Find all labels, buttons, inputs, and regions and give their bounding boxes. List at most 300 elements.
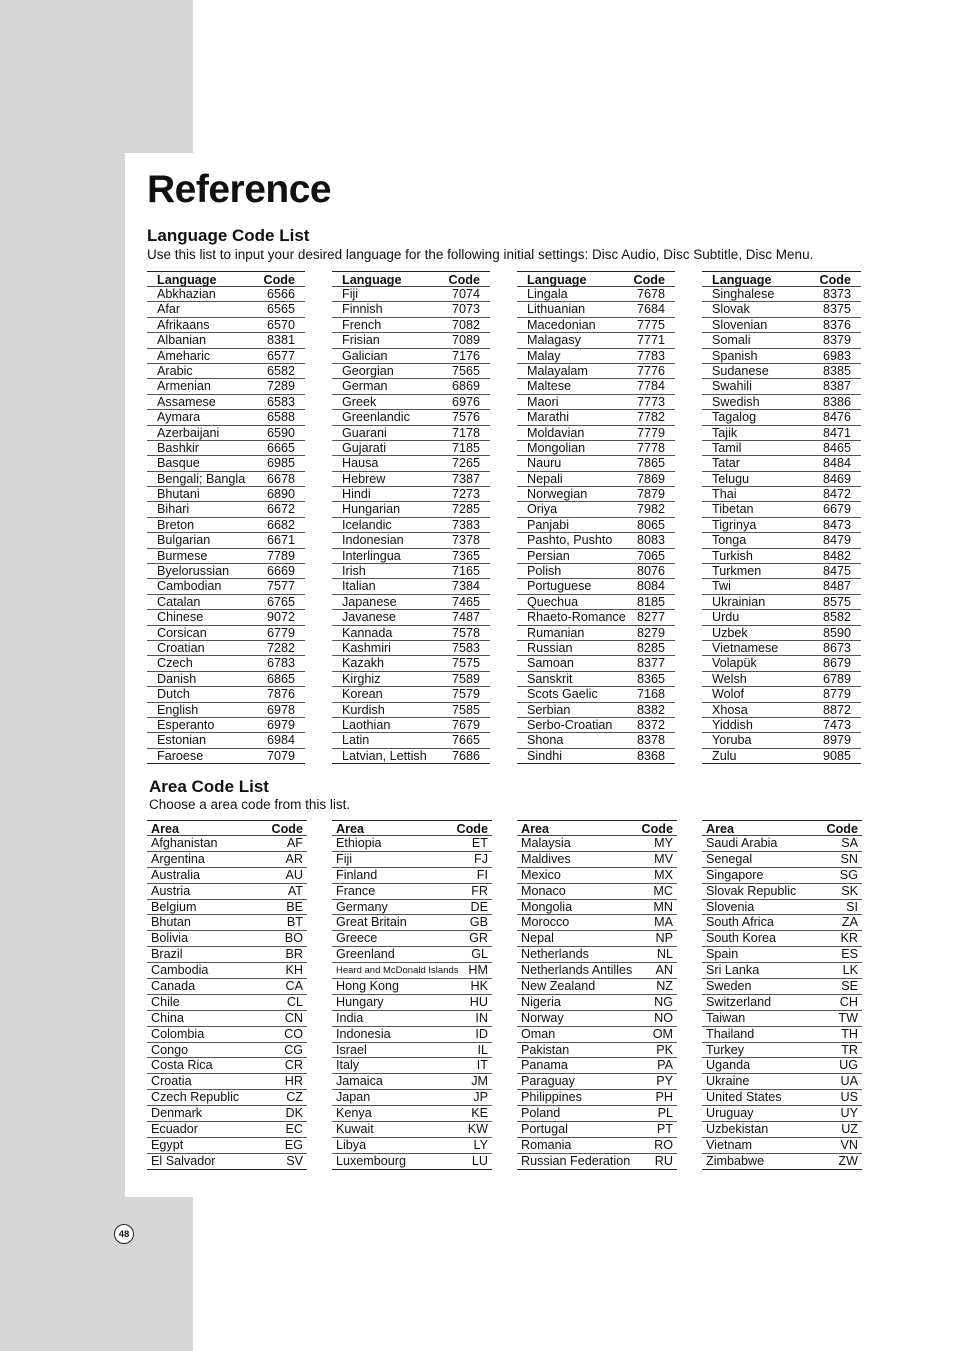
table-row [702, 287, 861, 302]
row-name: Catalan [157, 594, 201, 609]
row-name: Spain [706, 947, 739, 962]
row-code: 6779 [266, 625, 295, 640]
row-code: MX [654, 867, 673, 882]
row-code: 8376 [822, 317, 851, 332]
table-row [517, 564, 675, 579]
row-name: Senegal [706, 851, 753, 866]
row-code: 6582 [266, 363, 295, 378]
row-code: UZ [841, 1122, 858, 1137]
header-area: Area [706, 822, 735, 835]
row-name: Costa Rica [151, 1058, 213, 1073]
row-name: Kirghiz [342, 671, 381, 686]
row-code: 8575 [822, 594, 851, 609]
row-name: Paraguay [521, 1074, 575, 1089]
row-name: Tatar [712, 456, 740, 471]
row-code: HR [284, 1074, 303, 1089]
row-code: 6671 [266, 533, 295, 548]
page-margin-left [0, 0, 125, 1351]
table-row [517, 979, 677, 995]
row-code: 8476 [822, 410, 851, 425]
row-name: Hong Kong [336, 979, 400, 994]
row-code: 7473 [822, 717, 851, 732]
row-code: PT [656, 1122, 673, 1137]
language-code-heading: Language Code List [147, 226, 310, 245]
row-code: PL [657, 1106, 673, 1121]
row-name: Assamese [157, 394, 216, 409]
row-name: Tagalog [712, 410, 757, 425]
row-code: 8285 [636, 640, 665, 655]
header-code: Code [448, 273, 480, 287]
row-name: Danish [157, 671, 197, 686]
header-code: Code [826, 822, 858, 836]
table-row [332, 931, 492, 947]
row-name: Panjabi [527, 517, 570, 532]
table-row [147, 979, 307, 995]
row-code: JP [473, 1090, 488, 1105]
table-row [147, 595, 305, 610]
row-name: Ukrainian [712, 594, 766, 609]
row-code: GB [469, 915, 488, 930]
row-code: 7776 [636, 363, 665, 378]
row-code: 7982 [636, 502, 665, 517]
row-name: Indonesia [336, 1026, 391, 1041]
row-code: 8379 [822, 333, 851, 348]
table-row [517, 836, 677, 852]
table-row [147, 733, 305, 748]
row-code: NZ [656, 979, 673, 994]
table-row [702, 1074, 862, 1090]
table-row [517, 518, 675, 533]
row-name: South Africa [706, 915, 774, 930]
row-code: UG [839, 1058, 858, 1073]
table-row [517, 703, 675, 718]
row-name: Thai [712, 487, 737, 502]
row-name: Shona [527, 733, 564, 748]
row-code: 7778 [636, 440, 665, 455]
table-header [147, 271, 305, 287]
table-row [332, 487, 490, 502]
table-row [517, 533, 675, 548]
table-row [332, 502, 490, 517]
row-code: MY [654, 836, 673, 850]
table-row [517, 487, 675, 502]
row-code: 8185 [636, 594, 665, 609]
table-row [147, 610, 305, 625]
row-code: MC [653, 883, 673, 898]
row-code: 8673 [822, 640, 851, 655]
row-name: Uruguay [706, 1106, 754, 1121]
table-row [147, 687, 305, 702]
table-row [147, 718, 305, 733]
table-row [517, 626, 675, 641]
row-code: 8487 [822, 579, 851, 594]
row-name: Frisian [342, 333, 380, 348]
row-code: 7585 [451, 702, 480, 717]
row-name: Afrikaans [157, 317, 210, 332]
row-name: Spanish [712, 348, 758, 363]
table-header [332, 271, 490, 287]
row-name: Kashmiri [342, 640, 391, 655]
row-name: Vietnamese [712, 640, 779, 655]
row-code: 6590 [266, 425, 295, 440]
row-name: Russian [527, 640, 573, 655]
row-name: Slovak Republic [706, 883, 797, 898]
row-code: 6682 [266, 517, 295, 532]
table-row [517, 995, 677, 1011]
table-row [147, 472, 305, 487]
row-code: SE [841, 979, 858, 994]
table-row [332, 963, 492, 979]
row-code: IN [475, 1010, 488, 1025]
row-name: Malaysia [521, 836, 571, 850]
row-code: 8469 [822, 471, 851, 486]
table-row [517, 915, 677, 931]
table-row [147, 287, 305, 302]
row-name: Latvian, Lettish [342, 748, 427, 763]
row-code: AN [655, 963, 673, 978]
row-name: Slovenia [706, 899, 755, 914]
row-name: Fiji [336, 851, 353, 866]
row-code: CA [285, 979, 303, 994]
table-row [147, 302, 305, 317]
row-code: AT [287, 883, 303, 898]
table-row [517, 884, 677, 900]
row-name: Lingala [527, 287, 568, 301]
row-name: New Zealand [521, 979, 596, 994]
table-header [517, 820, 677, 836]
row-name: Kannada [342, 625, 393, 640]
row-code: 7565 [451, 363, 480, 378]
row-name: Corsican [157, 625, 207, 640]
table-row [147, 487, 305, 502]
table-row [517, 318, 675, 333]
row-code: 7065 [636, 548, 665, 563]
row-name: South Korea [706, 931, 777, 946]
table-row [702, 703, 861, 718]
table-row [702, 1011, 862, 1027]
table-row [702, 1138, 862, 1154]
row-name: Romania [521, 1137, 572, 1152]
table-row [702, 1154, 862, 1170]
row-name: Luxembourg [336, 1153, 407, 1168]
row-code: 7773 [636, 394, 665, 409]
row-name: Turkmen [712, 564, 762, 579]
row-name: Finland [336, 867, 378, 882]
row-code: VN [840, 1137, 858, 1152]
table-row [517, 1154, 677, 1170]
row-code: CN [284, 1010, 303, 1025]
table-row [702, 733, 861, 748]
table-row [702, 900, 862, 916]
row-name: Turkish [712, 548, 753, 563]
row-name: Italy [336, 1058, 360, 1073]
table-row [702, 979, 862, 995]
language-table-3 [517, 271, 675, 764]
table-row [517, 1090, 677, 1106]
table-row [702, 1058, 862, 1074]
table-row [517, 1011, 677, 1027]
row-code: NL [656, 947, 673, 962]
row-name: Portugal [521, 1122, 568, 1137]
row-code: 6583 [266, 394, 295, 409]
table-row [332, 426, 490, 441]
row-code: US [840, 1090, 858, 1105]
row-code: 8979 [822, 733, 851, 748]
row-name: Norway [521, 1010, 564, 1025]
row-name: Yoruba [712, 733, 752, 748]
table-row [332, 672, 490, 687]
table-row [517, 472, 675, 487]
table-row [702, 302, 861, 317]
table-row [332, 656, 490, 671]
header-language: Language [342, 273, 402, 286]
row-code: KH [285, 963, 303, 978]
row-name: Chinese [157, 610, 204, 625]
area-table-3 [517, 820, 677, 1170]
row-name: Hungarian [342, 502, 401, 517]
row-code: MA [654, 915, 673, 930]
row-name: United States [706, 1090, 782, 1105]
row-code: 8279 [636, 625, 665, 640]
table-row [332, 995, 492, 1011]
table-row [147, 749, 305, 764]
table-row [147, 626, 305, 641]
row-code: 6570 [266, 317, 295, 332]
row-name: Croatian [157, 640, 205, 655]
table-row [147, 1154, 307, 1170]
row-name: Czech Republic [151, 1090, 240, 1105]
table-header [147, 820, 307, 836]
table-row [147, 868, 307, 884]
row-code: KR [840, 931, 858, 946]
row-name: Pashto, Pushto [527, 533, 613, 548]
table-row [702, 1027, 862, 1043]
row-name: Slovenian [712, 317, 768, 332]
table-row [147, 426, 305, 441]
table-row [332, 884, 492, 900]
row-name: Belgium [151, 899, 197, 914]
row-name: Persian [527, 548, 570, 563]
header-area: Area [151, 822, 180, 835]
row-code: RU [654, 1153, 673, 1168]
row-name: Macedonian [527, 317, 596, 332]
row-code: 8381 [266, 333, 295, 348]
row-name: Georgian [342, 363, 394, 378]
table-row [702, 349, 861, 364]
row-code: HK [470, 979, 488, 994]
row-name: Great Britain [336, 915, 407, 930]
table-row [702, 1043, 862, 1059]
table-row [517, 868, 677, 884]
row-name: Azerbaijani [157, 425, 220, 440]
row-name: Libya [336, 1137, 367, 1152]
row-name: Mongolia [521, 899, 573, 914]
table-row [702, 472, 861, 487]
row-name: Javanese [342, 610, 396, 625]
row-code: DE [470, 899, 488, 914]
row-code: PH [655, 1090, 673, 1105]
row-code: 8679 [822, 656, 851, 671]
row-name: Irish [342, 564, 366, 579]
row-code: FR [471, 883, 488, 898]
page-number: 48 [114, 1224, 134, 1244]
row-name: Heard and McDonald Islands [336, 965, 459, 977]
row-name: Basque [157, 456, 200, 471]
row-name: Israel [336, 1042, 367, 1057]
row-name: Sweden [706, 979, 752, 994]
table-row [147, 1090, 307, 1106]
row-code: 7678 [636, 287, 665, 301]
row-name: Ecuador [151, 1122, 198, 1137]
row-code: 6765 [266, 594, 295, 609]
table-row [147, 915, 307, 931]
table-row [702, 626, 861, 641]
table-row [332, 333, 490, 348]
table-row [147, 333, 305, 348]
row-name: Mexico [521, 867, 561, 882]
table-row [702, 487, 861, 502]
table-row [702, 318, 861, 333]
row-name: India [336, 1010, 364, 1025]
row-name: Poland [521, 1106, 561, 1121]
row-code: KW [467, 1122, 488, 1137]
row-code: 6789 [822, 671, 851, 686]
table-row [147, 349, 305, 364]
row-code: 7684 [636, 302, 665, 317]
row-code: 8872 [822, 702, 851, 717]
row-code: 6985 [266, 456, 295, 471]
row-name: Germany [336, 899, 388, 914]
row-code: 8377 [636, 656, 665, 671]
table-row [517, 900, 677, 916]
table-row [702, 931, 862, 947]
row-name: Tonga [712, 533, 747, 548]
table-row [332, 441, 490, 456]
table-row [332, 852, 492, 868]
row-code: MV [654, 851, 673, 866]
row-code: 9085 [822, 748, 851, 763]
row-name: Egypt [151, 1137, 184, 1152]
row-name: Maori [527, 394, 559, 409]
table-row [332, 533, 490, 548]
row-name: Finnish [342, 302, 383, 317]
row-code: 7771 [636, 333, 665, 348]
row-name: Philippines [521, 1090, 582, 1105]
header-code: Code [456, 822, 488, 836]
row-name: Zimbabwe [706, 1153, 765, 1168]
row-code: 8582 [822, 610, 851, 625]
table-row [332, 579, 490, 594]
row-code: LK [842, 963, 858, 978]
row-name: Monaco [521, 883, 566, 898]
row-name: Thailand [706, 1026, 755, 1041]
row-name: Portuguese [527, 579, 592, 594]
row-name: Volapük [712, 656, 757, 671]
row-name: Interlingua [342, 548, 401, 563]
table-row [702, 426, 861, 441]
row-code: IT [476, 1058, 488, 1073]
row-name: Malagasy [527, 333, 581, 348]
row-code: 8372 [636, 717, 665, 732]
table-row [332, 915, 492, 931]
row-code: FI [476, 867, 488, 882]
table-row [702, 852, 862, 868]
row-name: Telugu [712, 471, 750, 486]
row-code: 7686 [451, 748, 480, 763]
table-row [147, 456, 305, 471]
row-name: Moldavian [527, 425, 585, 440]
row-code: GL [471, 947, 488, 962]
row-name: Bolivia [151, 931, 189, 946]
table-row [517, 410, 675, 425]
row-name: Polish [527, 564, 562, 579]
table-row [702, 1090, 862, 1106]
table-row [332, 349, 490, 364]
table-row [517, 549, 675, 564]
row-name: Scots Gaelic [527, 687, 598, 702]
row-name: Kazakh [342, 656, 385, 671]
table-row [332, 1090, 492, 1106]
table-row [147, 836, 307, 852]
row-code: LU [471, 1153, 488, 1168]
table-row [147, 1138, 307, 1154]
row-name: Singapore [706, 867, 764, 882]
row-code: 6679 [822, 502, 851, 517]
row-name: Burmese [157, 548, 208, 563]
row-code: 8387 [822, 379, 851, 394]
table-row [147, 410, 305, 425]
row-code: 8368 [636, 748, 665, 763]
row-code: CG [284, 1042, 303, 1057]
row-name: Icelandic [342, 517, 392, 532]
row-code: BO [284, 931, 303, 946]
row-code: AU [285, 867, 303, 882]
table-row [147, 1011, 307, 1027]
row-name: Twi [712, 579, 731, 594]
row-code: MN [653, 899, 673, 914]
row-name: Brazil [151, 947, 183, 962]
row-code: 7782 [636, 410, 665, 425]
table-row [702, 687, 861, 702]
row-name: Korean [342, 687, 383, 702]
row-code: 8277 [636, 610, 665, 625]
row-name: Welsh [712, 671, 747, 686]
row-name: Canada [151, 979, 196, 994]
table-row [147, 900, 307, 916]
table-row [332, 318, 490, 333]
table-row [332, 1154, 492, 1170]
table-row [517, 1027, 677, 1043]
table-row [147, 947, 307, 963]
table-header [702, 271, 861, 287]
row-code: EG [284, 1137, 303, 1152]
row-code: 6565 [266, 302, 295, 317]
table-row [702, 995, 862, 1011]
table-row [147, 533, 305, 548]
row-code: 7789 [266, 548, 295, 563]
row-code: 8382 [636, 702, 665, 717]
table-row [702, 868, 862, 884]
table-row [147, 379, 305, 394]
table-row [147, 364, 305, 379]
header-code: Code [263, 273, 295, 287]
row-name: Jamaica [336, 1074, 383, 1089]
row-name: Fiji [342, 287, 359, 301]
row-code: 7289 [266, 379, 295, 394]
row-code: 7783 [636, 348, 665, 363]
row-name: Tigrinya [712, 517, 757, 532]
row-name: Sudanese [712, 363, 769, 378]
